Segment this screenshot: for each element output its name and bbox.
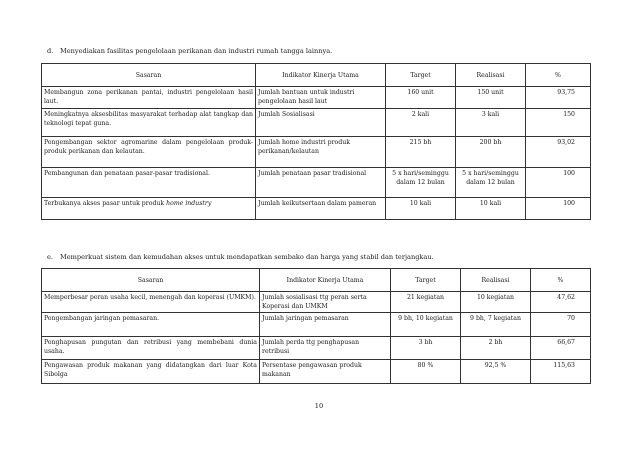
cell-percent: 115,63 xyxy=(531,360,591,384)
section-d-letter: d. xyxy=(47,47,54,55)
table-row xyxy=(42,109,591,137)
cell-realisasi: 2 bh xyxy=(461,337,531,360)
cell-target: 3 bh xyxy=(391,337,461,360)
cell-percent: 93,75 xyxy=(526,87,591,109)
section-e-title: Memperkuat sistem dan kemudahan akses untuk mendapatkan sembako dan harga yang stabil dan terjangkau. xyxy=(60,253,434,261)
section-e-heading xyxy=(47,253,434,262)
cell-percent: 150 xyxy=(526,109,591,137)
cell-sasaran: Pengembangan sektor agromarine dalam pengelolaan produk-produk perikanan dan kelautan. xyxy=(42,137,256,168)
cell-sasaran: Pengembangan jaringan pemasaran. xyxy=(42,313,260,337)
cell-sasaran-text: Terbukanya akses pasar untuk produk xyxy=(44,200,167,207)
column-header-target: Target xyxy=(391,269,461,292)
cell-sasaran: Membangun zona perikanan pantai, industri pengelolaan hasil laut. xyxy=(42,87,256,109)
cell-sasaran: Penghapusan pungutan dan retribusi yang membebani dunia usaha. xyxy=(42,337,260,360)
cell-indikator: Jumlah perda ttg penghapusan retribusi xyxy=(260,337,391,360)
table-row xyxy=(42,292,591,313)
cell-indikator: Jumlah Sosialisasi xyxy=(256,109,386,137)
cell-realisasi: 3 kali xyxy=(456,109,526,137)
cell-target: 5 x hari/seminggu dalam 12 bulan xyxy=(386,168,456,198)
table-header-row xyxy=(42,64,591,87)
column-header-percent: % xyxy=(531,269,591,292)
cell-percent: 66,67 xyxy=(531,337,591,360)
table-row xyxy=(42,87,591,109)
indicator-table-d xyxy=(41,63,591,220)
cell-target: 160 unit xyxy=(386,87,456,109)
cell-target: 10 kali xyxy=(386,198,456,220)
table-row xyxy=(42,360,591,384)
cell-realisasi: 10 kali xyxy=(456,198,526,220)
cell-percent: 100 xyxy=(526,168,591,198)
cell-sasaran: Pembangunan dan penataan pasar-pasar tradisional. xyxy=(42,168,256,198)
cell-target: 215 bh xyxy=(386,137,456,168)
cell-realisasi: 9 bh, 7 kegiatan xyxy=(461,313,531,337)
column-header-sasaran: Sasaran xyxy=(42,269,260,292)
cell-sasaran xyxy=(42,198,256,220)
table-row xyxy=(42,198,591,220)
column-header-realisasi: Realisasi xyxy=(461,269,531,292)
cell-percent: 47,62 xyxy=(531,292,591,313)
cell-realisasi: 10 kegiatan xyxy=(461,292,531,313)
column-header-percent: % xyxy=(526,64,591,87)
cell-sasaran: Pengawasan produk makanan yang didatangkan dari luar Kota Sibolga xyxy=(42,360,260,384)
cell-indikator: Jumlah home industri produk perikanan/kelautan xyxy=(256,137,386,168)
cell-target: 80 % xyxy=(391,360,461,384)
section-e-letter: e. xyxy=(47,253,53,261)
cell-realisasi: 200 bh xyxy=(456,137,526,168)
cell-target: 2 kali xyxy=(386,109,456,137)
table-row xyxy=(42,137,591,168)
column-header-sasaran: Sasaran xyxy=(42,64,256,87)
cell-indikator: Jumlah bantuan untuk industri pengelolaan hasil laut xyxy=(256,87,386,109)
page-number: 10 xyxy=(314,402,324,410)
cell-target: 9 bh, 10 kegiatan xyxy=(391,313,461,337)
cell-percent: 100 xyxy=(526,198,591,220)
column-header-indikator: Indikator Kinerja Utama xyxy=(260,269,391,292)
table-header-row xyxy=(42,269,591,292)
table-row xyxy=(42,337,591,360)
cell-sasaran: Memperbesar peran usaha kecil, menengah dan koperasi (UMKM). xyxy=(42,292,260,313)
column-header-realisasi: Realisasi xyxy=(456,64,526,87)
cell-target: 21 kegiatan xyxy=(391,292,461,313)
cell-percent: 70 xyxy=(531,313,591,337)
cell-indikator: Jumlah jaringan pemasaran xyxy=(260,313,391,337)
indicator-table-e xyxy=(41,268,591,384)
table-row xyxy=(42,168,591,198)
cell-realisasi: 92,5 % xyxy=(461,360,531,384)
cell-indikator: Jumlah keikutsertaan dalam pameran xyxy=(256,198,386,220)
table-row xyxy=(42,313,591,337)
cell-sasaran-italic: home industry xyxy=(166,200,212,207)
section-d-title: Menyediakan fasilitas pengelolaan perikanan dan industri rumah tangga lainnya. xyxy=(60,47,333,55)
cell-realisasi: 5 x hari/seminggu dalam 12 bulan xyxy=(456,168,526,198)
cell-indikator: Persentase pengawasan produk makanan xyxy=(260,360,391,384)
cell-indikator: Jumlah penataan pasar tradisional xyxy=(256,168,386,198)
cell-percent: 93,02 xyxy=(526,137,591,168)
cell-sasaran: Meningkatnya aksesbilitas masyarakat terhadap alat tangkap dan teknologi tepat guna. xyxy=(42,109,256,137)
cell-indikator: Jumlah sosialisasi ttg peran serta Koperasi dan UMKM xyxy=(260,292,391,313)
section-d-heading xyxy=(47,47,332,56)
column-header-target: Target xyxy=(386,64,456,87)
cell-realisasi: 150 unit xyxy=(456,87,526,109)
column-header-indikator: Indikator Kinerja Utama xyxy=(256,64,386,87)
